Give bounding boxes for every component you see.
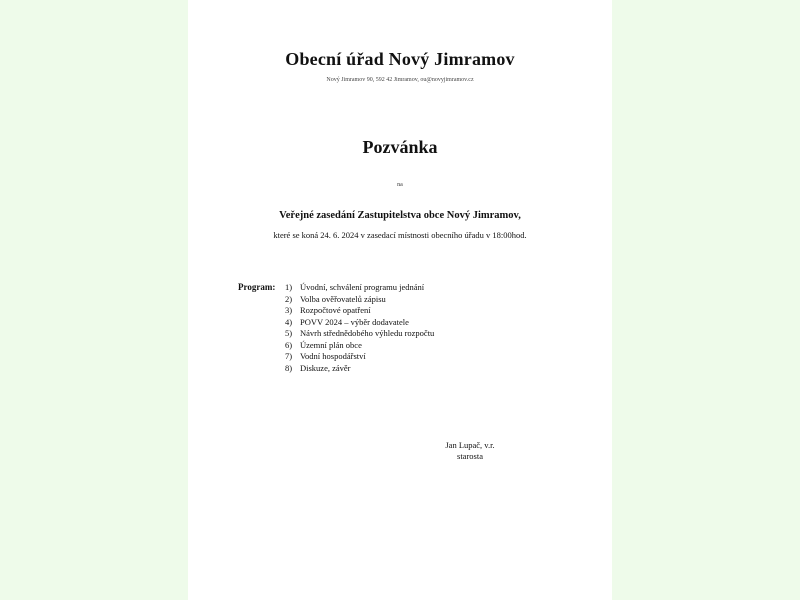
office-name-heading: Obecní úřad Nový Jimramov	[285, 49, 515, 69]
program-item	[285, 282, 434, 294]
program-item-number: 2)	[285, 293, 293, 304]
signature-name: Jan Lupač, v.r.	[445, 440, 495, 450]
title-connector: na	[397, 182, 403, 188]
program-item	[285, 351, 434, 363]
program-item	[285, 294, 434, 306]
program-item-number: 3)	[285, 305, 293, 315]
program-item	[285, 317, 434, 329]
program-label: Program:	[238, 282, 276, 292]
program-item-text: Volba ověřovatelů zápisu	[300, 293, 386, 304]
program-item-number: 5)	[285, 328, 293, 338]
program-item-number: 7)	[285, 351, 293, 361]
program-item	[285, 305, 434, 317]
program-item-number: 8)	[285, 362, 293, 373]
signature-block	[420, 440, 520, 462]
program-item-text: Vodní hospodářství	[300, 351, 366, 361]
program-item	[285, 363, 434, 375]
document-page	[188, 0, 612, 600]
meeting-title: Veřejné zasedání Zastupitelstva obce Nový Jimramov,	[279, 210, 521, 221]
program-item-text: Územní plán obce	[300, 339, 362, 350]
invitation-title: Pozvánka	[362, 137, 438, 157]
program-item-text: Návrh střednědobého výhledu rozpočtu	[300, 328, 435, 338]
meeting-details: které se koná 24. 6. 2024 v zasedací místnosti obecního úřadu v 18:00hod.	[273, 230, 527, 240]
program-list	[285, 282, 434, 374]
program-item-text: Úvodní, schválení programu jednání	[300, 282, 425, 292]
program-item-number: 4)	[285, 316, 293, 327]
program-item-text: POVV 2024 – výběr dodavatele	[300, 316, 409, 327]
office-address: Nový Jimramov 90, 592 42 Jimramov, ou@novyjimramov.cz	[326, 77, 474, 83]
program-item	[285, 328, 434, 340]
signature-role: starosta	[457, 451, 483, 461]
program-item-text: Rozpočtové opatření	[300, 305, 371, 315]
program-item-text: Diskuze, závěr	[300, 362, 351, 373]
program-item-number: 6)	[285, 339, 293, 350]
program-item	[285, 340, 434, 352]
program-item-number: 1)	[285, 282, 293, 292]
